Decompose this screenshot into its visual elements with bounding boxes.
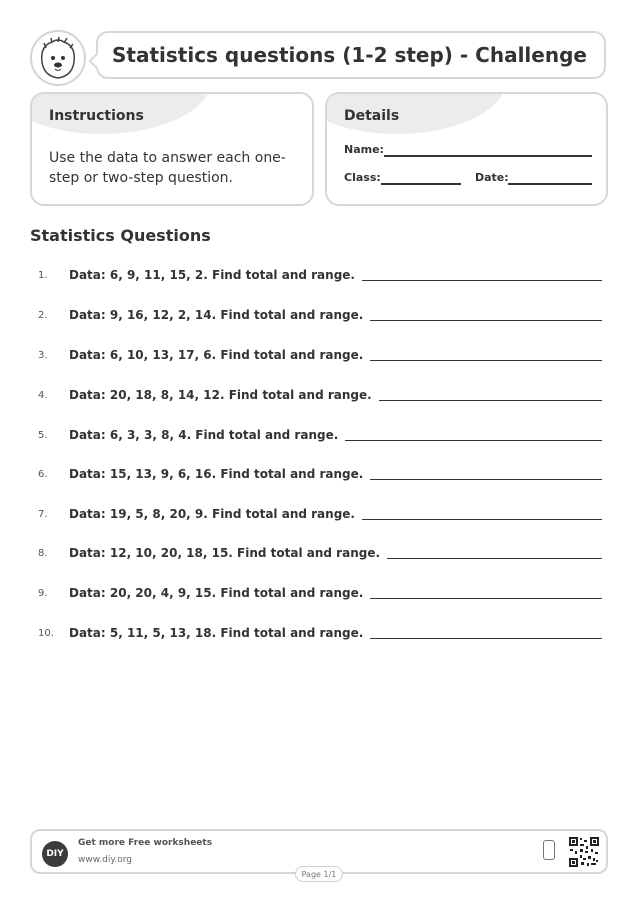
answer-line[interactable] [379,400,602,401]
answer-line[interactable] [387,558,602,559]
question-text: Data: 15, 13, 9, 6, 16. Find total and range. [69,467,364,481]
footer-url[interactable]: www.diy.org [78,855,132,865]
footer-promo-text: Get more Free worksheets [78,838,213,848]
title-box [96,31,606,79]
question-row [38,463,602,483]
question-number: 5. [38,430,48,441]
page-indicator: Page 1/1 [295,866,343,882]
question-text: Data: 20, 18, 8, 14, 12. Find total and range. [69,388,372,402]
question-number: 1. [38,270,48,281]
question-text: Data: 6, 10, 13, 17, 6. Find total and range. [69,348,364,362]
name-field[interactable] [384,155,592,157]
question-row [38,304,602,324]
page-title: Statistics questions (1-2 step) - Challenge [112,43,587,67]
question-text: Data: 19, 5, 8, 20, 9. Find total and range. [69,507,355,521]
question-text: Data: 20, 20, 4, 9, 15. Find total and range. [69,586,364,600]
date-label: Date: [475,171,509,184]
question-text: Data: 9, 16, 12, 2, 14. Find total and range. [69,308,364,322]
class-field[interactable] [381,183,461,185]
answer-line[interactable] [370,479,602,480]
question-number: 3. [38,350,48,361]
question-text: Data: 12, 10, 20, 18, 15. Find total and range. [69,546,381,560]
answer-line[interactable] [362,519,602,520]
date-field[interactable] [508,183,592,185]
question-number: 6. [38,469,48,480]
answer-line[interactable] [345,440,602,441]
mascot-icon [30,30,86,86]
details-panel [325,92,608,206]
question-text: Data: 5, 11, 5, 13, 18. Find total and range. [69,626,364,640]
question-row [38,622,602,642]
instructions-heading: Instructions [49,108,144,124]
instructions-text: Use the data to answer each one-step or two-step question. [49,150,286,186]
question-number: 7. [38,509,48,520]
question-row [38,582,602,602]
qr-code-icon [568,836,600,868]
question-text: Data: 6, 9, 11, 15, 2. Find total and range. [69,268,355,282]
section-title: Statistics Questions [30,226,211,245]
question-row [38,424,602,444]
answer-line[interactable] [370,360,602,361]
question-row [38,384,602,404]
name-label: Name: [344,143,384,156]
question-number: 4. [38,390,48,401]
answer-line[interactable] [362,280,602,281]
question-number: 8. [38,548,48,559]
question-row [38,503,602,523]
class-label: Class: [344,171,381,184]
phone-icon [543,840,555,860]
speech-bubble-tail [89,53,106,70]
question-row [38,264,602,284]
details-heading: Details [344,108,400,124]
question-number: 2. [38,310,48,321]
answer-line[interactable] [370,320,602,321]
question-row [38,344,602,364]
instructions-panel [30,92,314,206]
question-number: 9. [38,588,48,599]
diy-logo[interactable]: DIY [42,841,68,867]
answer-line[interactable] [370,598,602,599]
answer-line[interactable] [370,638,602,639]
question-number: 10. [38,628,54,639]
question-row [38,542,602,562]
question-text: Data: 6, 3, 3, 8, 4. Find total and range. [69,428,339,442]
